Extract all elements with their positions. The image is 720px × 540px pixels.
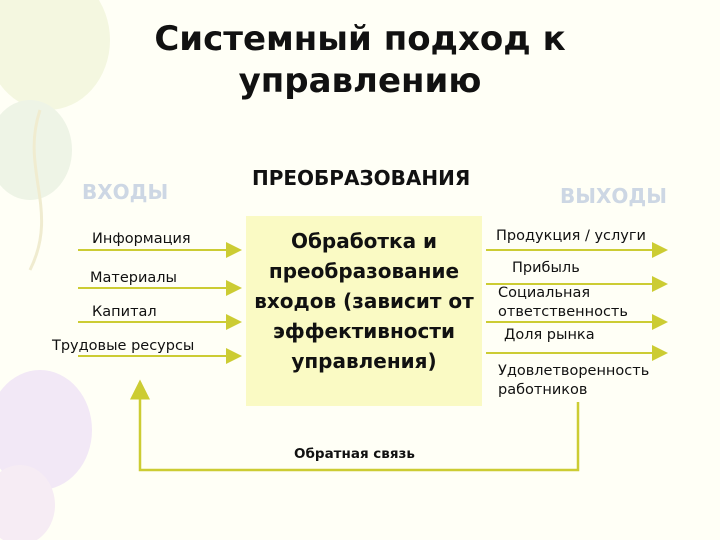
output-social: Социальная ответственность xyxy=(498,285,628,320)
output-market: Доля рынка xyxy=(504,327,595,343)
input-materials: Материалы xyxy=(90,270,177,286)
input-capital: Капитал xyxy=(92,304,157,320)
output-product: Продукция / услуги xyxy=(496,228,646,244)
transform-header: ПРЕОБРАЗОВАНИЯ xyxy=(252,166,471,190)
process-text: Обработка и преобразование входов (зависит от эффективности управления) xyxy=(254,229,474,373)
feedback-label: Обратная связь xyxy=(294,446,415,462)
output-satisfaction: Удовлетворенность работников xyxy=(498,363,650,398)
inputs-header: ВХОДЫ xyxy=(82,180,169,204)
slide-title: Системный подход к управлению xyxy=(154,19,566,101)
input-labor: Трудовые ресурсы xyxy=(52,338,195,354)
outputs-header: ВЫХОДЫ xyxy=(560,184,667,208)
input-information: Информация xyxy=(92,231,191,247)
output-profit: Прибыль xyxy=(512,260,580,276)
